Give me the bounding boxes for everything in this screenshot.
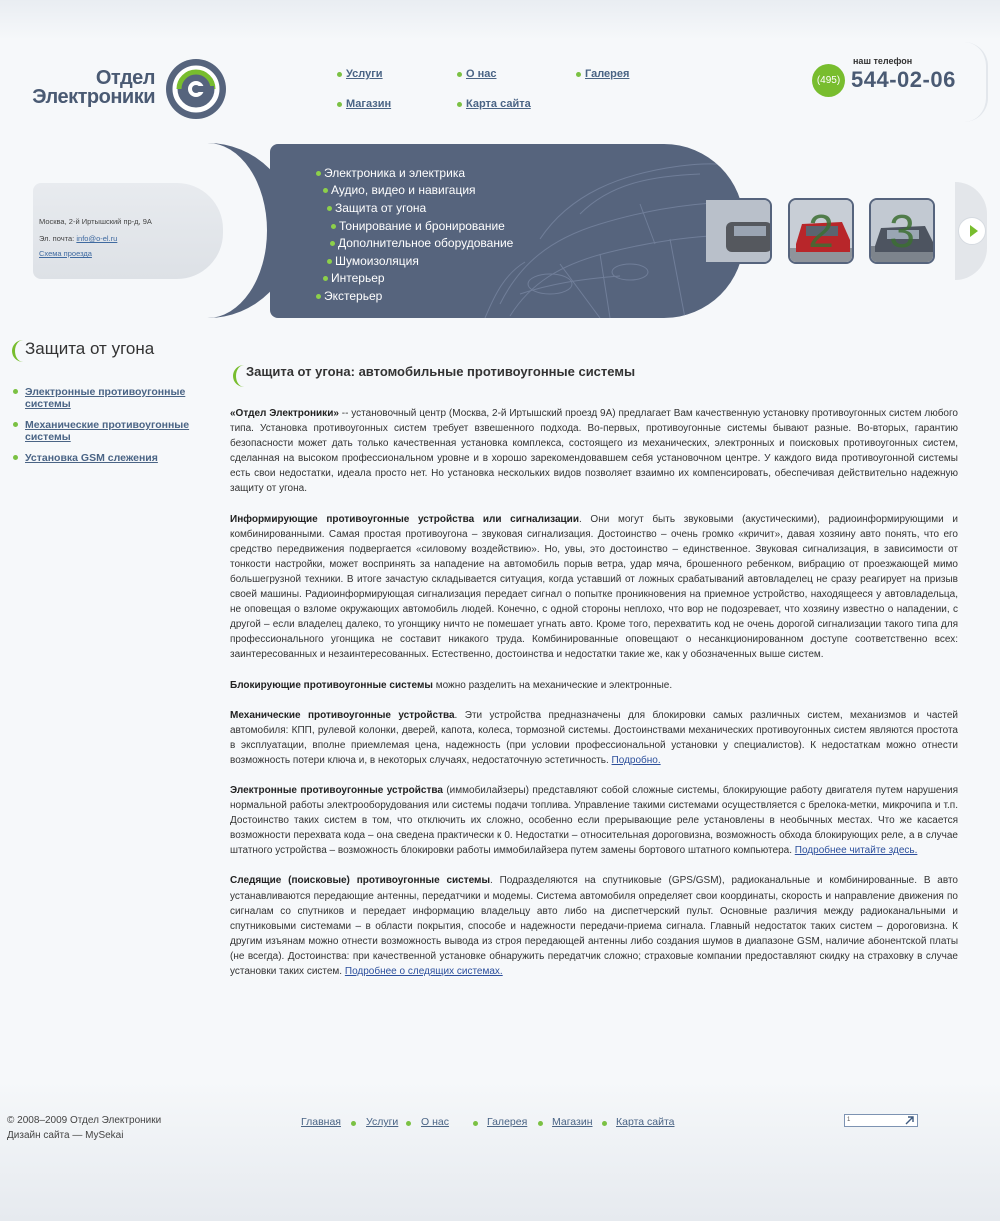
banner-menu-electronics[interactable]: Электроника и электрика <box>316 166 465 180</box>
phone-label: наш телефон <box>853 56 913 66</box>
car-photo-icon <box>706 200 772 264</box>
banner-menu-interior[interactable]: Интерьер <box>323 271 385 285</box>
page-title: Защита от угона: автомобильные противоугонные системы <box>233 364 635 379</box>
more-tracking-link[interactable]: Подробнее о следящих системах. <box>344 966 503 977</box>
bold-term: Следящие (поисковые) противоугонные системы <box>230 875 490 887</box>
more-electronic-link[interactable]: Подробнее читайте здесь. <box>794 845 918 857</box>
banner-menu-antitheft[interactable]: Защита от угона <box>327 201 426 215</box>
logo-icon <box>165 58 227 120</box>
site-logo[interactable] <box>30 58 230 120</box>
thumb-number: 3 <box>889 205 915 257</box>
paragraph-text: можно разделить на механические и электронные. <box>432 679 673 691</box>
phone-code-badge: (495) <box>812 64 845 97</box>
footer-link-about[interactable]: О нас <box>421 1116 449 1128</box>
paragraph-electronic <box>230 783 958 858</box>
footer-link-shop[interactable]: Магазин <box>552 1116 593 1128</box>
bold-term: Механические противоугонные устройства <box>230 709 455 721</box>
banner-menu-exterior[interactable]: Экстерьер <box>316 289 382 303</box>
email-line <box>39 234 117 243</box>
sidebar-item-mechanical-systems[interactable]: Механические противоугонные системы <box>12 419 197 443</box>
bullet-icon <box>351 1121 356 1126</box>
bold-term: Электронные противоугонные устройства <box>230 784 443 796</box>
bullet-icon <box>538 1121 543 1126</box>
banner-menu-extra-equipment[interactable]: Дополнительное оборудование <box>330 236 513 250</box>
bullet-icon <box>406 1121 411 1126</box>
car-outline-illustration <box>480 144 744 318</box>
topnav-services[interactable]: Услуги <box>337 68 383 80</box>
bold-term: Информирующие противоугонные устройства или сигнализации <box>230 513 579 525</box>
email-link[interactable]: info@o-el.ru <box>76 234 118 243</box>
sidebar-title: Защита от угона <box>12 339 154 359</box>
banner-menu-audio[interactable]: Аудио, видео и навигация <box>323 183 476 197</box>
topnav-about[interactable]: О нас <box>457 68 497 80</box>
route-line <box>39 249 92 258</box>
footer-copyright <box>7 1113 161 1143</box>
banner-menu-tinting[interactable]: Тонирование и бронирование <box>331 219 505 233</box>
design-credit: Дизайн сайта — MySekai <box>7 1130 124 1141</box>
gallery-thumbnails <box>742 198 956 266</box>
sidebar-item-gsm-tracking[interactable]: Установка GSM слежения <box>12 452 197 464</box>
route-map-link[interactable]: Схема проезда <box>39 249 92 258</box>
gallery-thumb-2[interactable] <box>788 198 854 264</box>
article-body <box>230 406 958 994</box>
topnav-gallery[interactable]: Галерея <box>576 68 629 80</box>
paragraph-alarms <box>230 512 958 663</box>
thumb-number: 2 <box>808 205 834 257</box>
gallery-thumb-1[interactable] <box>706 198 772 264</box>
topnav-shop[interactable]: Магазин <box>337 98 391 110</box>
more-mechanical-link[interactable]: Подробно. <box>611 754 661 766</box>
gallery-next-arrow-icon[interactable] <box>958 217 986 245</box>
banner-menu-soundproofing[interactable]: Шумоизоляция <box>327 254 419 268</box>
paragraph-text: . Эти устройства предназначены для блокировки самых различных систем, механизмов и частей автомобиля: КПП, рулевой колонки, дверей, капота, колеса, тормозной системы. Достоинствами механических противоугонных систем являются простота в эксплуатации, вполне приемлемая цена, надежность (при условии профессиональной установки у специалистов). К недостаткам можно отнести возможность потери ключа и, в некоторых случаях, недостаточную эстетичность. <box>230 709 958 766</box>
sidebar-submenu <box>12 386 197 473</box>
bold-term: Блокирующие противоугонные системы <box>230 679 433 691</box>
sidebar-item-electronic-systems[interactable]: Электронные противоугонные системы <box>12 386 197 410</box>
logo-text <box>32 69 155 107</box>
footer-link-sitemap[interactable]: Карта сайта <box>616 1116 675 1128</box>
copyright-text: © 2008–2009 Отдел Электроники <box>7 1115 162 1126</box>
topnav-sitemap[interactable]: Карта сайта <box>457 98 531 110</box>
paragraph-intro <box>230 406 958 497</box>
paragraph-text: -- установочный центр (Москва, 2-й Иртышский проезд 9А) предлагает Вам качественную установку противоугонных систем любого типа. Установка противоугонных систем требует взвешенного подхода. Во-первых, противоугонные системы бывают разные. Во-вторых, гарантию безопасности может дать только качественная установка комплекса, состоящего из механических, электронных и поисковых противоугонных систем, сделанная на высоком профессиональном уровне и в хорошо зарекомендовавшем себя установочном центре. У каждого вида противоугонной системы есть свои недостатки, идеала просто нет. Но установка нескольких видов позволяет взаимно их компенсировать, обеспечивая действительно надежную защиту от угона. <box>230 408 958 495</box>
address-text: Москва, 2-й Иртышский пр-д, 9А <box>39 217 152 226</box>
logo-line1: Отдел <box>95 67 155 89</box>
phone-number: 544-02-06 <box>851 67 956 92</box>
logo-line2: Электроники <box>32 86 155 108</box>
banner-category-menu <box>270 144 744 318</box>
paragraph-blocking <box>230 678 958 693</box>
footer-link-services[interactable]: Услуги <box>366 1116 399 1128</box>
bullet-icon <box>473 1121 478 1126</box>
bold-term: «Отдел Электроники» <box>230 408 339 419</box>
paragraph-text: . Они могут быть звуковыми (акустическими), радиоинформирующими и комбинированными. Самая простая противоугона – звуковая сигнализация. Достоинство – очень громко «кричит», давая хозяину авто понять, что его средство передвижения подвергается «силовому воздействию». Но, увы, это достоинство – единственное. Звуковая сигнализация, в зависимости от тонкости настройки, может воспринять за нападение на автомобиль порыв ветра, удар мяча, брошенного ребенком, вибрацию от проезжающей мимо большегрузной техники. В итоге зачастую складывается ситуация, когда уставший от ложных срабатываний автовладелец не сразу реагирует на призыв своей машины. Радиоинформирующая сигнализация передает сигнал о попытке проникновения на приемное устройство, находящееся у автовладельца, не оповещая о взломе окружающих автомобиль людей. Конечно, с одной стороны неплохо, что вор не подозревает, что хозяину известно о нападении, с другой – если владелец далеко, то угонщику ничто не помешает угнать авто. Кроме того, перехватить код не очень дорогой сигнализации такого типа для профессионального угонщика не составит никакого труда. Комбинированные оповещают о несанкционированном доступе соответственно всех: заинтересованных и незаинтересованных. Естественно, достоинства и недостатки такие же, как у обозначенных выше систем. <box>230 513 958 661</box>
header-decor-curve <box>964 42 988 122</box>
external-arrow-icon <box>904 1115 915 1126</box>
paragraph-text: (иммобилайзеры) представляют собой сложные системы, блокирующие работу двигателя путем нарушения нормальной работы электрооборудования или системы подачи топлива. Управление такими системами осуществляется с брелока-метки, микрочипа и т.п. Достоинство таких систем в том, что отключить их сложно, особенно если прерывающие реле установлены в необычных местах. Что же касается возможности перехвата кода – она сведена практически к 0. Недостатки – относительная дороговизна, возможность обхода блокирующих реле, а в случае штатного устройства – возможность блокировки работы иммобилайзера путем замены бортового штатного компьютера. <box>230 784 958 857</box>
footer-link-gallery[interactable]: Галерея <box>487 1116 528 1128</box>
paragraph-text: . Подразделяются на спутниковые (GPS/GSM), радиоканальные и комбинированные. В авто устанавливаются передающие антенны, передатчики и модемы. Система автомобиля определяет свои координаты, скорость и направление движения по сигналам со спутников и передает информацию владельцу авто либо на диспетчерский пульт. Основные различия между радиоканальными и спутниковыми системами – в области покрытия, способе и надежности передачи-приема сигнала. Главный недостаток таких систем – дороговизна. К другим изъянам можно отнести возможность вывода из строя передающей антенны либо создания шумов в диапазоне GSM, наличие абонентской платы (не всегда). Достоинства: при качественной установке обнаружить передатчик сложно; страховые компании предоставляют скидку на страховку в случае установки таких систем. <box>230 875 958 977</box>
email-label: Эл. почта: <box>39 234 75 243</box>
visitor-counter[interactable] <box>844 1114 918 1127</box>
footer-link-home[interactable]: Главная <box>301 1116 341 1128</box>
paragraph-mechanical <box>230 708 958 768</box>
counter-value: 1 <box>847 1117 851 1123</box>
bullet-icon <box>602 1121 607 1126</box>
paragraph-tracking <box>230 873 958 979</box>
gallery-thumb-3[interactable] <box>869 198 935 264</box>
